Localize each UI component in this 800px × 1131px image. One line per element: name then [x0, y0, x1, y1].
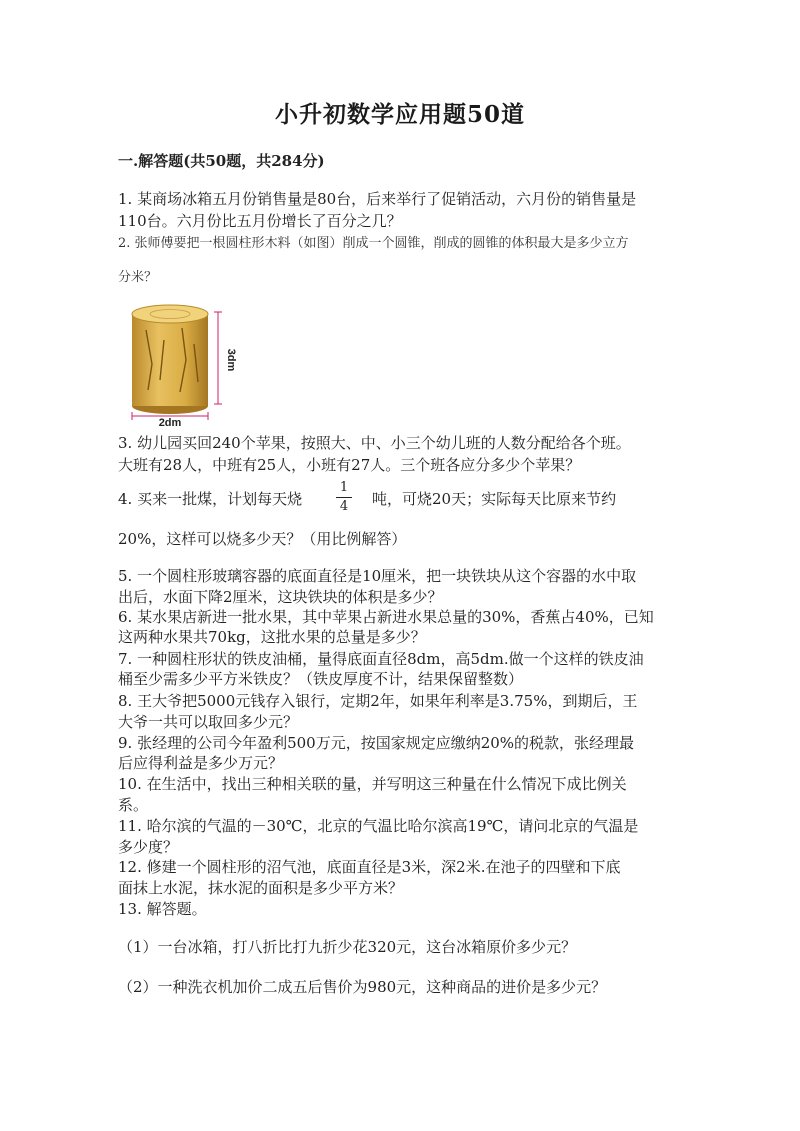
question-6-line-2: 这两种水果共70kg，这批水果的总量是多少？: [118, 628, 426, 646]
width-label: 2dm: [158, 417, 182, 429]
cylinder-top: [132, 305, 208, 323]
question-8-line-1: 8. 王大爷把5000元钱存入银行，定期2年，如果年利率是3.75%，到期后，王: [118, 692, 638, 710]
cylinder-body: [132, 314, 208, 406]
fraction-numerator: 1: [339, 480, 349, 495]
question-7-line-1: 7. 一种圆柱形状的铁皮油桶，量得底面直径8dm，高5dm.做一个这样的铁皮油: [118, 650, 644, 668]
question-3-line-2: 大班有28人，中班有25人，小班有27人。三个班各应分多少个苹果？: [118, 456, 581, 474]
fraction-bar: [336, 497, 352, 498]
question-9-line-2: 后应得利益是多少万元？: [118, 754, 284, 772]
question-11-line-2: 多少度？: [118, 838, 179, 856]
question-8-line-2: 大爷一共可以取回多少元？: [118, 713, 299, 731]
question-3-line-1: 3. 幼儿园买回240个苹果，按照大、中、小三个幼儿班的人数分配给各个班。: [118, 434, 631, 452]
question-2-line-2: 分米？: [118, 270, 158, 285]
question-12-line-1: 12. 修建一个圆柱形的沼气池，底面直径是3米，深2米.在池子的四壁和下底: [118, 858, 621, 876]
wooden-cylinder-figure: [124, 300, 237, 429]
question-1-line-2: 110台。六月份比五月份增长了百分之几？: [118, 212, 402, 230]
fraction-denominator: 4: [339, 499, 349, 514]
cylinder-bottom: [132, 406, 208, 414]
height-label: 3dm: [225, 348, 237, 372]
question-2-line-1: 2. 张师傅要把一根圆柱形木料（如图）削成一个圆锥，削成的圆锥的体积最大是多少立方: [118, 236, 629, 251]
question-7-line-2: 桶至少需多少平方米铁皮？（铁皮厚度不计，结果保留整数）: [118, 670, 524, 688]
question-5-line-1: 5. 一个圆柱形玻璃容器的底面直径是10厘米，把一块铁块从这个容器的水中取: [118, 567, 637, 585]
question-5-line-2: 出后，水面下降2厘米，这块铁块的体积是多少？: [118, 588, 443, 606]
fraction-one-quarter: [336, 480, 352, 515]
question-4-line-1a: 4. 买来一批煤，计划每天烧: [118, 490, 303, 508]
question-1-line-1: 1. 某商场冰箱五月份销售量是80台，后来举行了促销活动，六月份的销售量是: [118, 190, 637, 208]
question-13-sub-2: （2）一种洗衣机加价二成五后售价为980元，这种商品的进价是多少元？: [118, 978, 607, 996]
question-11-line-1: 11. 哈尔滨的气温的－30℃，北京的气温比哈尔滨高19℃，请问北京的气温是: [118, 817, 639, 835]
question-4-line-1b: 吨，可烧20天；实际每天比原来节约: [372, 490, 617, 508]
question-6-line-1: 6. 某水果店新进一批水果，其中苹果占新进水果总量的30%，香蕉占40%，已知: [118, 608, 654, 626]
question-13-sub-1: （1）一台冰箱，打八折比打九折少花320元，这台冰箱原价多少元？: [118, 938, 577, 956]
question-10-line-2: 系。: [118, 796, 149, 814]
page-title: 小升初数学应用题50道: [274, 101, 525, 128]
section-heading: 一.解答题(共50题，共284分): [118, 152, 325, 170]
question-10-line-1: 10. 在生活中，找出三种相关联的量，并写明这三种量在什么情况下成比例关: [118, 775, 627, 793]
question-4-line-2: 20%，这样可以烧多少天？（用比例解答）: [118, 530, 407, 548]
question-13-stem: 13. 解答题。: [118, 900, 207, 918]
question-12-line-2: 面抹上水泥，抹水泥的面积是多少平方米？: [118, 879, 404, 897]
question-9-line-1: 9. 张经理的公司今年盈利500万元，按国家规定应缴纳20%的税款，张经理最: [118, 734, 635, 752]
